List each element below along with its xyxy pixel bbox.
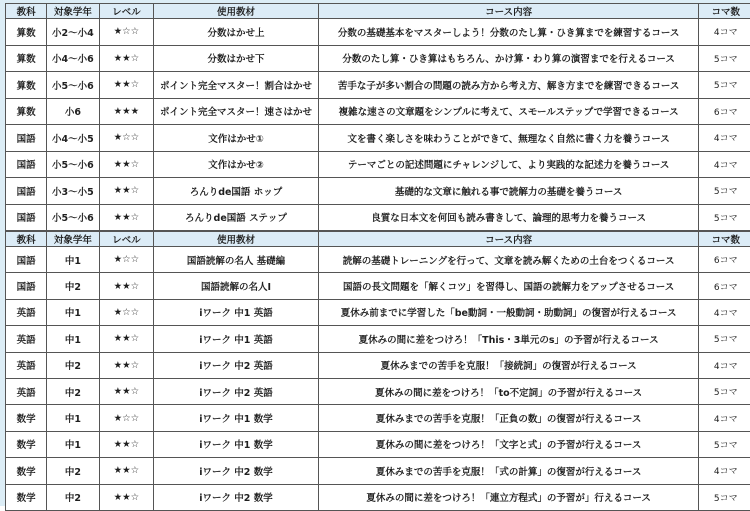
table-header-row [6, 232, 750, 247]
cell-course: 国語の長文問題を「解くコツ」を習得し、国語の読解力をアップさせるコース [318, 273, 699, 299]
header-material: 使用教材 [154, 4, 319, 19]
cell-level: ★☆☆ [99, 299, 154, 325]
cell-grade: 中2 [47, 484, 99, 510]
cell-subject: 国語 [6, 247, 47, 273]
cell-grade: 小5～小6 [47, 204, 99, 231]
cell-material: iワーク 中1 数学 [154, 431, 319, 457]
cell-course: 夏休みの間に差をつけろ！「文字と式」の予習が行えるコース [318, 431, 699, 457]
cell-subject: 数学 [6, 484, 47, 510]
cell-course: 夏休みの間に差をつけろ！「This・3単元のs」の予習が行えるコース [318, 326, 699, 352]
table-row [6, 19, 750, 46]
table-row [6, 352, 750, 378]
cell-material: iワーク 中2 数学 [154, 484, 319, 510]
table-row [6, 484, 750, 510]
header-level: レベル [99, 4, 154, 19]
cell-material: 文作はかせ② [154, 151, 319, 178]
elementary-course-table [5, 3, 750, 231]
header-subject: 教科 [6, 4, 47, 19]
cell-sessions: 5コマ [699, 431, 750, 457]
cell-sessions: 5コマ [699, 484, 750, 510]
cell-grade: 中1 [47, 247, 99, 273]
cell-sessions: 4コマ [699, 151, 750, 178]
table-row [6, 247, 750, 273]
header-course: コース内容 [318, 4, 699, 19]
cell-material: ポイント完全マスター！割合はかせ [154, 72, 319, 99]
cell-subject: 国語 [6, 273, 47, 299]
table-row [6, 45, 750, 72]
cell-subject: 算数 [6, 19, 47, 46]
cell-subject: 国語 [6, 125, 47, 152]
header-course: コース内容 [318, 232, 699, 247]
middle-school-course-rows [6, 247, 750, 511]
header-grade: 対象学年 [47, 232, 99, 247]
cell-course: 複雑な速さの文章題をシンプルに考えて、スモールステップで学習できるコース [318, 98, 699, 125]
cell-course: 文を書く楽しさを味わうことができて、無理なく自然に書く力を養うコース [318, 125, 699, 152]
cell-subject: 算数 [6, 72, 47, 99]
cell-course: 夏休みまでの苦手を克服！「接続詞」の復習が行えるコース [318, 352, 699, 378]
elementary-course-rows [6, 19, 750, 231]
table-row [6, 378, 750, 404]
cell-grade: 小2～小4 [47, 19, 99, 46]
cell-course: 夏休みまでの苦手を克服！「式の計算」の復習が行えるコース [318, 458, 699, 484]
cell-grade: 中2 [47, 378, 99, 404]
cell-course: テーマごとの記述問題にチャレンジして、より実践的な記述力を養うコース [318, 151, 699, 178]
cell-material: 国語読解の名人Ⅰ [154, 273, 319, 299]
cell-grade: 小4～小6 [47, 45, 99, 72]
table-row [6, 458, 750, 484]
cell-sessions: 6コマ [699, 247, 750, 273]
cell-subject: 英語 [6, 326, 47, 352]
cell-level: ★★☆ [99, 352, 154, 378]
header-sessions: コマ数 [699, 232, 750, 247]
cell-level: ★★☆ [99, 326, 154, 352]
cell-subject: 国語 [6, 204, 47, 231]
cell-subject: 英語 [6, 299, 47, 325]
cell-subject: 国語 [6, 151, 47, 178]
cell-grade: 中1 [47, 405, 99, 431]
cell-grade: 小6 [47, 98, 99, 125]
cell-level: ★★☆ [99, 45, 154, 72]
table-row [6, 98, 750, 125]
cell-course: 分数のたし算・ひき算はもちろん、かけ算・わり算の演習までを行えるコース [318, 45, 699, 72]
cell-level: ★☆☆ [99, 125, 154, 152]
cell-grade: 中2 [47, 458, 99, 484]
cell-level: ★★★ [99, 98, 154, 125]
cell-sessions: 4コマ [699, 352, 750, 378]
cell-sessions: 6コマ [699, 273, 750, 299]
cell-grade: 中1 [47, 431, 99, 457]
cell-sessions: 4コマ [699, 125, 750, 152]
cell-sessions: 4コマ [699, 19, 750, 46]
header-subject: 教科 [6, 232, 47, 247]
table-header-row [6, 4, 750, 19]
cell-course: 夏休みの間に差をつけろ！「to不定詞」の予習が行えるコース [318, 378, 699, 404]
table-row [6, 178, 750, 205]
cell-material: iワーク 中1 英語 [154, 326, 319, 352]
cell-sessions: 5コマ [699, 378, 750, 404]
table-row [6, 431, 750, 457]
cell-sessions: 4コマ [699, 405, 750, 431]
cell-material: 国語読解の名人 基礎編 [154, 247, 319, 273]
middle-school-course-table [5, 231, 750, 511]
cell-material: iワーク 中2 数学 [154, 458, 319, 484]
cell-material: 分数はかせ上 [154, 19, 319, 46]
cell-level: ★★☆ [99, 378, 154, 404]
cell-sessions: 5コマ [699, 45, 750, 72]
cell-level: ★☆☆ [99, 19, 154, 46]
cell-grade: 中1 [47, 326, 99, 352]
cell-course: 夏休みまでの苦手を克服！「正負の数」の復習が行えるコース [318, 405, 699, 431]
cell-grade: 中2 [47, 352, 99, 378]
cell-grade: 中2 [47, 273, 99, 299]
cell-sessions: 4コマ [699, 299, 750, 325]
cell-material: iワーク 中1 数学 [154, 405, 319, 431]
cell-subject: 数学 [6, 431, 47, 457]
cell-level: ★★☆ [99, 151, 154, 178]
table-row [6, 125, 750, 152]
cell-subject: 数学 [6, 405, 47, 431]
cell-level: ★★☆ [99, 72, 154, 99]
cell-subject: 数学 [6, 458, 47, 484]
cell-material: ろんりde国語 ホップ [154, 178, 319, 205]
cell-sessions: 6コマ [699, 98, 750, 125]
header-level: レベル [99, 232, 154, 247]
cell-grade: 小3～小5 [47, 178, 99, 205]
cell-grade: 小5～小6 [47, 72, 99, 99]
cell-level: ★★☆ [99, 204, 154, 231]
cell-sessions: 5コマ [699, 204, 750, 231]
table-row [6, 326, 750, 352]
cell-subject: 英語 [6, 378, 47, 404]
table-row [6, 72, 750, 99]
table-row [6, 273, 750, 299]
cell-material: 文作はかせ① [154, 125, 319, 152]
cell-subject: 英語 [6, 352, 47, 378]
cell-material: iワーク 中2 英語 [154, 378, 319, 404]
cell-level: ★★☆ [99, 431, 154, 457]
cell-level: ★★☆ [99, 273, 154, 299]
cell-sessions: 5コマ [699, 326, 750, 352]
cell-material: ろんりde国語 ステップ [154, 204, 319, 231]
header-grade: 対象学年 [47, 4, 99, 19]
cell-level: ★★☆ [99, 458, 154, 484]
cell-subject: 算数 [6, 98, 47, 125]
table-row [6, 204, 750, 231]
cell-level: ★☆☆ [99, 405, 154, 431]
cell-grade: 小5～小6 [47, 151, 99, 178]
cell-level: ★★☆ [99, 178, 154, 205]
cell-course: 苦手な子が多い割合の問題の読み方から考え方、解き方までを練習できるコース [318, 72, 699, 99]
cell-sessions: 4コマ [699, 458, 750, 484]
cell-course: 分数の基礎基本をマスターしよう！分数のたし算・ひき算までを練習するコース [318, 19, 699, 46]
table-row [6, 151, 750, 178]
cell-course: 基礎的な文章に触れる事で読解力の基礎を養うコース [318, 178, 699, 205]
cell-level: ★★☆ [99, 484, 154, 510]
cell-material: iワーク 中2 英語 [154, 352, 319, 378]
table-row [6, 405, 750, 431]
cell-material: 分数はかせ下 [154, 45, 319, 72]
cell-material: iワーク 中1 英語 [154, 299, 319, 325]
cell-course: 夏休み前までに学習した「be動詞・一般動詞・助動詞」の復習が行えるコース [318, 299, 699, 325]
cell-subject: 国語 [6, 178, 47, 205]
cell-sessions: 5コマ [699, 178, 750, 205]
cell-level: ★☆☆ [99, 247, 154, 273]
cell-grade: 小4～小5 [47, 125, 99, 152]
header-material: 使用教材 [154, 232, 319, 247]
cell-course: 夏休みの間に差をつけろ！「連立方程式」の予習が」行えるコース [318, 484, 699, 510]
header-sessions: コマ数 [699, 4, 750, 19]
cell-grade: 中1 [47, 299, 99, 325]
cell-course: 読解の基礎トレーニングを行って、文章を読み解くための土台をつくるコース [318, 247, 699, 273]
cell-sessions: 5コマ [699, 72, 750, 99]
cell-subject: 算数 [6, 45, 47, 72]
cell-material: ポイント完全マスター！速さはかせ [154, 98, 319, 125]
cell-course: 良質な日本文を何回も読み書きして、論理的思考力を養うコース [318, 204, 699, 231]
table-row [6, 299, 750, 325]
